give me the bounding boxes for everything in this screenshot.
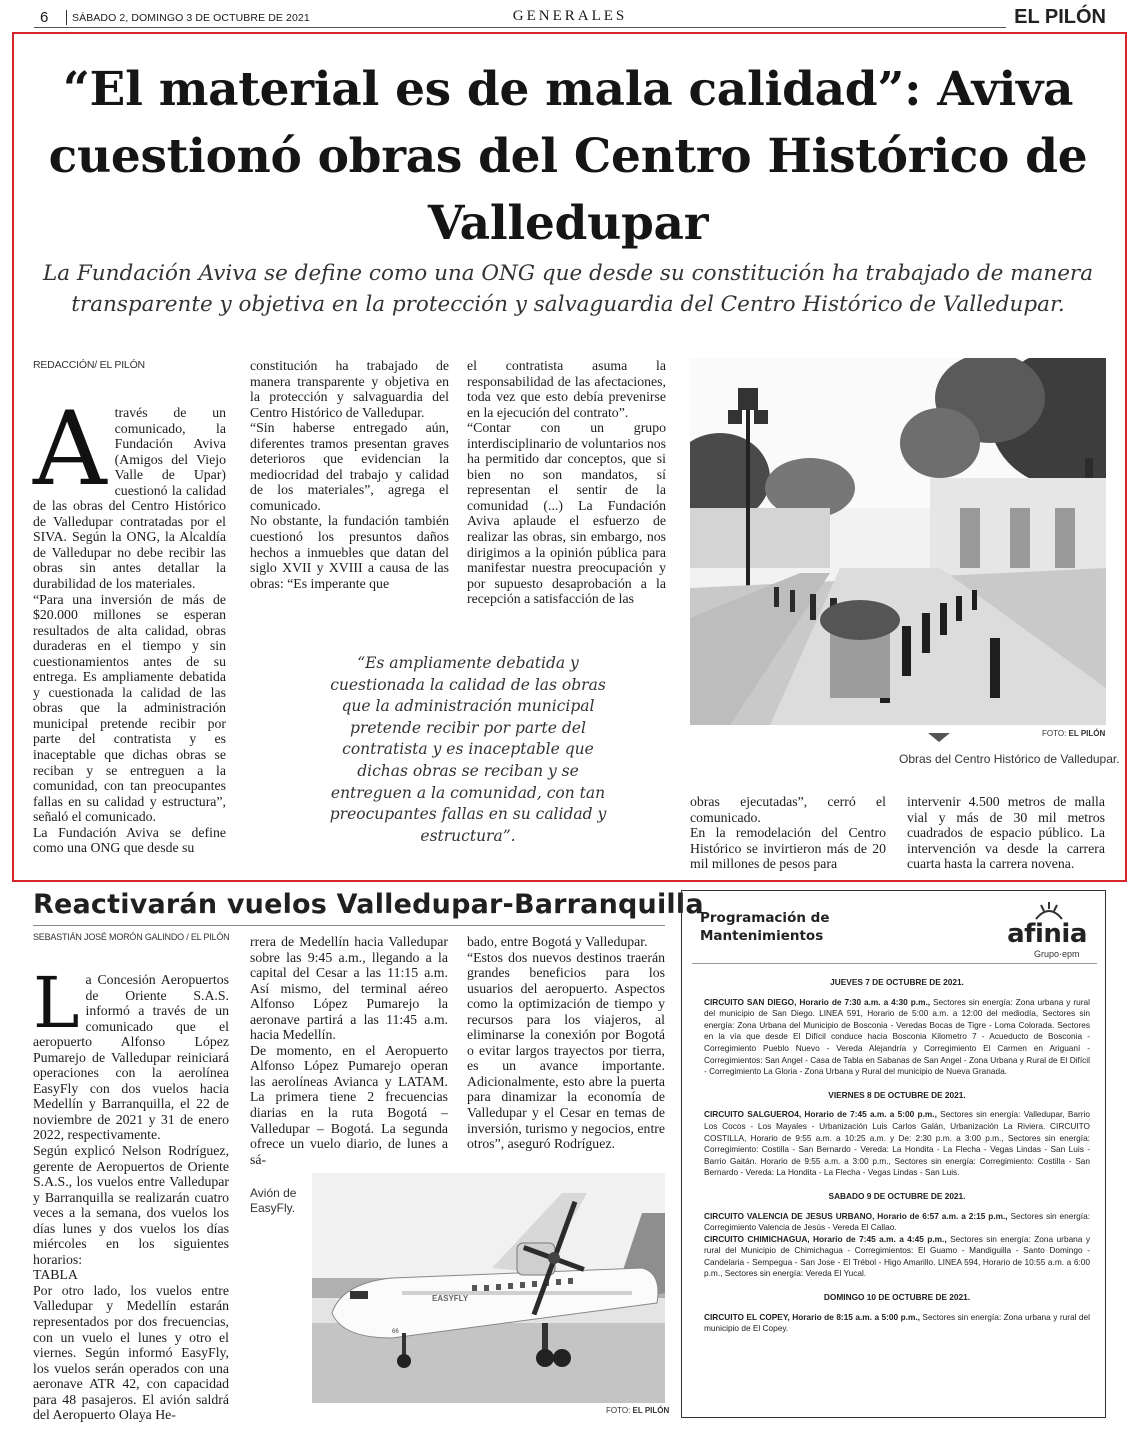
main-photo-credit [1042, 729, 1105, 738]
drop-cap: L [33, 962, 80, 1044]
headline-rule [33, 925, 665, 926]
plane-registration-text: 66 [392, 1329, 399, 1335]
maintenance-entry [704, 997, 1090, 1078]
circuit-name: CIRCUITO CHIMICHAGUA, Horario de 7:45 a.m. a 4:45 p.m., [704, 1233, 947, 1244]
maintenance-day-heading: VIERNES 8 DE OCTUBRE DE 2021. [828, 1089, 966, 1100]
main-column-1-text: través de un comunicado, la Fundación Aviva (Amigos del Viejo Valle de Upar) cuestionó la calidad de las obras del Centro Histórico de Valledupar contratadas por el SIVA. Según la ONG, la Alcaldía de Valledupar no debe recibir las obras sin antes detallar la durabilidad de los materiales. “Para una inversión de más de $20.000 millones se esperan resultados de alta calidad, obras duraderas en el tiempo y sin cuestionamientos antes de su entrega. Es ampliamente debatida y cuestionada la calidad de las obras que la administración municipal pretende recibir por parte del contratista y es inaceptable que dichas obras se reciban y se entreguen a la comunidad, con tan preocupantes fallas en su calidad y estructura”, señaló el comunicado. La Fundación Aviva se define como una ONG que desde su [33, 405, 226, 856]
maintenance-line [704, 1109, 1090, 1179]
maintenance-entry [704, 1109, 1090, 1179]
photo-credit-source: EL PILÓN [1068, 729, 1106, 738]
page-number: 6 [40, 9, 49, 26]
main-subheadline: La Fundación Aviva se define como una ONG que desde su constitución ha trabajado de manera transparente y objetiva en la protección y salvaguardia del Centro Histórico de Valledupar. [42, 261, 1094, 317]
newspaper-brand: EL PILÓN [1006, 6, 1106, 29]
sunrise-icon [1032, 901, 1066, 921]
circuit-name: CIRCUITO VALENCIA DE JESUS URBANO, Horario de 6:57 a.m. a 2:15 p.m., [704, 1210, 1008, 1221]
issue-date: SÁBADO 2, DOMINGO 3 DE OCTUBRE DE 2021 [72, 12, 310, 24]
main-column-3 [467, 358, 666, 607]
main-column-1 [33, 390, 226, 856]
main-column-4-text: obras ejecutadas”, cerró el comunicado. En la remodelación del Centro Histórico se invirtieron más de 20 mil millones de pesos para [690, 794, 886, 872]
second-column-1 [33, 962, 229, 1423]
main-column-5-text: intervenir 4.500 metros de malla vial y más de 30 mil metros cuadrados de espacio público. La intervención va desde la carrera cuarta hasta la carrera novena. [907, 794, 1105, 872]
main-column-2-text: constitución ha trabajado de manera transparente y objetiva en la protección y salvaguardia del Centro Histórico de Valledupar. “Sin haberse entregado aún, diferentes tramos presentan graves deterioros que evidencian la mediocridad del trabajo y calidad de los materiales”, agrega el comunicado. No obstante, la fundación también cuestionó los presuntos daños hechos a inmuebles que datan del siglo XVII y XVIII a causa de las obras: “Es imperante que [250, 358, 449, 591]
afinia-logo [1000, 901, 1094, 959]
circuit-name: CIRCUITO SALGUERO4, Horario de 7:45 a.m. a 5:00 p.m., [704, 1109, 937, 1120]
pull-quote: “Es ampliamente debatida y cuestionada la calidad de las obras que la administración municipal pretende recibir por parte del contratista y es inaceptable que dichas obras se reciban y se entreguen a la comunidad, con tan preocupantes fallas en su calidad y estructura”. [329, 654, 607, 845]
historic-center-photo [690, 358, 1106, 725]
second-column-2 [250, 934, 448, 1167]
circuit-name: CIRCUITO EL COPEY, Horario de 8:15 a.m. a 5:00 p.m., [704, 1311, 920, 1322]
plane-photo-caption: Avión de EasyFly. [250, 1186, 297, 1215]
second-headline: Reactivarán vuelos Valledupar-Barranquilla [33, 889, 704, 920]
maintenance-line [704, 1211, 1090, 1234]
main-column-4 [690, 794, 886, 872]
circuit-name: CIRCUITO SAN DIEGO, Horario de 7:30 a.m. a 4:30 p.m., [704, 996, 931, 1007]
photo-credit-source: EL PILÓN [632, 1406, 670, 1415]
plane-photo-credit [606, 1406, 669, 1415]
drop-cap: A [33, 390, 107, 509]
maintenance-divider [692, 963, 1097, 964]
second-byline: SEBASTIÁN JOSÉ MORÓN GALINDO / EL PILÓN [33, 932, 230, 942]
street-illustration [690, 358, 1106, 725]
maintenance-schedule-box [681, 890, 1106, 1418]
maintenance-day-heading: JUEVES 7 DE OCTUBRE DE 2021. [830, 977, 964, 987]
second-column-2-text: rrera de Medellín hacia Valledupar sobre las 9:45 a.m., llegando a la capital del Cesar a las 11:15 a.m. Así mismo, del terminal aéreo Alfonso López Pumarejo la aeronave partirá a las 11:45 a.m. hacia Medellín. De momento, en el Aeropuerto Alfonso López Pumarejo operan las aerolíneas Avianca y LATAM. La primera tiene 2 frecuencias diarias en la ruta Bogotá – Valledupar – Bogotá. La segunda ofrece un vuelo diario, de lunes a sá- [250, 934, 448, 1167]
maintenance-line [704, 1312, 1090, 1335]
afinia-logo-text: afinia [1007, 919, 1087, 949]
maintenance-entry [704, 1211, 1090, 1281]
masthead [34, 8, 1106, 28]
main-column-3-text: el contratista asuma la responsabilidad de las afectaciones, toda vez que esto debía prevenirse en la ejecución del contrato”. “Contar con un grupo interdisciplinario de voluntarios nos ha permitido dar conceptos, que si bien no son mandatos, sí representan el sentir de la comunidad (...) La Fundación Aviva aplaude el esfuerzo de realizar las obras, sin embargo, nos dirigimos a la opinión pública para manifestar nuestra preocupación y por supuesto desaprobación a la recepción a satisfacción de las [467, 358, 666, 607]
second-column-1-text: a Concesión Aeropuertos de Oriente S.A.S. informó a través de un comunicado que el aeropuerto Alfonso López Pumarejo de Valledupar reiniciará operaciones con la aerolínea EasyFly con dos vuelos hacia Medellín y Barranquilla, el 22 de noviembre de 2021 y 31 de enero 2022, respectivamente. Según explicó Nelson Rodríguez, gerente de Aeropuertos de Oriente S.A.S., los vuelos entre Valledupar y Barranquilla se realizarán cuatro veces a la semana, dos vuelos los días lunes y dos vuelos los días miércoles en los siguientes horarios: TABLA Por otro lado, los vuelos entre Valledupar y Medellín estarán representados por dos frecuencias, con un vuelo el lunes y otro el viernes. Según informó EasyFly, los vuelos serán operados con una aeronave ATR 42, con capacidad para 48 pasajeros. El avión saldrá del Aeropuerto Olaya He- [33, 972, 229, 1423]
second-column-3-text: bado, entre Bogotá y Valledupar. “Estos dos nuevos destinos traerán grandes beneficios para los usuarios del aeropuerto. Aspectos como la optimización de tiempo y recursos para los viajeros, al eliminarse la conexión por Bogotá o evitar largos trayectos por tierra, es un avance importante. Adicionalmente, esto abre la puerta para dinamizar la economía de Valledupar y el Cesar en temas de inversión, turismo y negocios, entre otros”, aseguró Rodríguez. [467, 934, 665, 1152]
circuit-sectors: Sectores sin energía: Zona urbana y rural del municipio de El Copey. [704, 1311, 1090, 1334]
maintenance-day-heading: DOMINGO 10 DE OCTUBRE DE 2021. [823, 1292, 971, 1303]
plane-illustration [312, 1173, 665, 1403]
main-column-5 [907, 794, 1105, 872]
photo-credit-label: FOTO: [606, 1406, 631, 1415]
afinia-logo-subtext: Grupo·epm [1034, 949, 1080, 959]
photo-credit-label: FOTO: [1042, 729, 1067, 738]
maintenance-line [704, 1234, 1090, 1280]
caption-arrow-icon [928, 733, 950, 742]
main-headline: “El material es de mala calidad”: Aviva cuestionó obras del Centro Histórico de Valledupar [48, 62, 1088, 251]
main-column-2 [250, 358, 449, 591]
maintenance-entry [704, 1312, 1090, 1335]
maintenance-day-heading: SABADO 9 DE OCTUBRE DE 2021. [828, 1190, 966, 1201]
plane-livery-text: EASYFLY [432, 1294, 469, 1303]
section-name: GENERALES [512, 8, 628, 24]
circuit-sectors: Sectores sin energía: Zona urbana y rural del municipio de San Diego. LINEA 591, Horario de 5:00 a.m. a 12:00 del mediodía, Sectores sin energía: Zona Urbana del Municipio de Bosconia - Veredas Bocas de Tigre - Loma Colorada. Sectores en la vía que desde El Difícil conduce hacia Bosconia Kilometro 7 - Acueducto de Bosconia -Corregimiento Pueblo Nuevo - Vereda Alejandría y Corregimiento El Carmen en Ariguaní -Corregimientos: San Angel - Casa de Tabla en Sabanas de San Angel - Zona Urbana y Rural de El Difícil - Corregimiento La Gloria - Zona Urbana y Rural del municipio de Nueva Granada. [704, 996, 1091, 1077]
main-byline: REDACCIÓN/ EL PILÓN [33, 359, 145, 371]
circuit-sectors: Sectores sin energía: Valledupar, Barrio Los Cocos - Los Mayales - Urbanización Luis Carlos Galán, Urbanización La Riviera. CIRCUITO COSTILLA, Horario de 9:55 a.m. a 10:25 a.m. y De: 2:30 p.m. a 3:00 p.m., Sectores sin energía: Corregimiento: Costilla - San Bernardo - Vereda: La Hondita - La Flecha - Vegas Lindas - San Luis - Barrio Gaitán. Horario de 9:55 a.m. a 3:00 p.m., Sectores sin energía: Corregimiento: Costilla - San Bernardo - Vereda: La Hondita - La Flecha - Vegas Lindas - San Luis. [704, 1109, 1090, 1178]
circuit-sectors: Sectores sin energía: Zona urbana y rural del Municipio de Chimichagua - Corregimientos: El Guamo - Mandiguilla - Santo Domingo - Candelaria - Sempegua - San Jose - El Trébol - Higo Amarillo. LINEA 594, Horario de 10:55 a.m. a 6:00 p.m., Sectores sin energía: Vereda El Yucal. [704, 1233, 1090, 1279]
maintenance-title: Programación de Mantenimientos [700, 910, 830, 944]
circuit-sectors: Sectores sin energía: Corregimiento Valencia de Jesús - Vereda El Callao. [704, 1210, 1090, 1233]
maintenance-line [704, 997, 1090, 1078]
main-photo-caption: Obras del Centro Histórico de Valledupar. [899, 752, 1120, 766]
maintenance-schedule [704, 973, 1090, 1347]
easyfly-plane-photo [312, 1173, 665, 1403]
second-column-3 [467, 934, 665, 1152]
